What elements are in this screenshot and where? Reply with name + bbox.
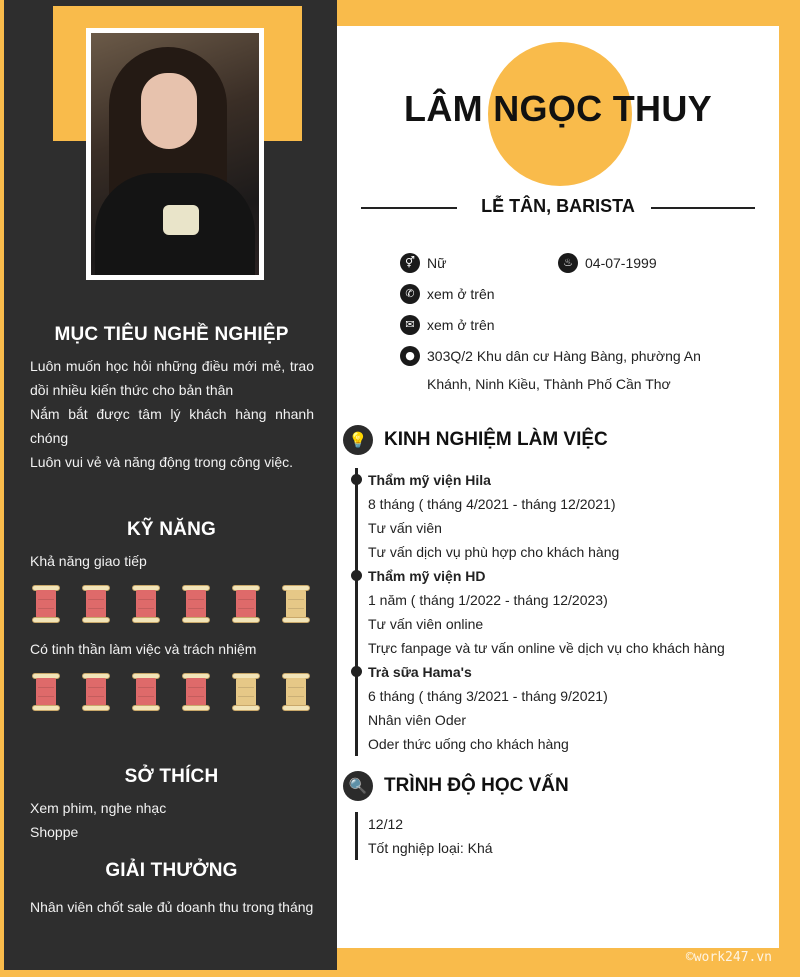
objective-line: Luôn muốn học hỏi những điều mới mẻ, trao dồi nhiều kiến thức cho bản thân [30, 358, 314, 398]
company-name: Thẩm mỹ viện HD [368, 568, 486, 584]
cake-icon: ♨ [558, 253, 578, 273]
hobbies-list [30, 796, 314, 844]
education-level: 12/12 [368, 816, 404, 832]
spool-icon [282, 673, 310, 711]
email-value: xem ở trên [427, 317, 495, 333]
awards-heading: GIẢI THƯỞNG [105, 860, 238, 881]
experience-section-header [343, 425, 608, 455]
address-line: Khánh, Ninh Kiều, Thành Phố Cần Thơ [427, 376, 671, 392]
spool-icon [232, 585, 260, 623]
envelope-icon: ✉ [400, 315, 420, 335]
sidebar [4, 0, 337, 970]
work-period: 8 tháng ( tháng 4/2021 - tháng 12/2021) [368, 496, 616, 512]
objective-line: Luôn vui vẻ và năng động trong công việc. [30, 454, 294, 470]
work-period: 6 tháng ( tháng 3/2021 - tháng 9/2021) [368, 688, 608, 704]
phone-icon: ✆ [400, 284, 420, 304]
spool-icon [182, 673, 210, 711]
info-gender [400, 249, 446, 277]
work-period: 1 năm ( tháng 1/2022 - tháng 12/2023) [368, 592, 608, 608]
birthday-value: 04-07-1999 [585, 255, 657, 271]
candidate-name: LÂM NGỌC THUY [404, 88, 712, 129]
skill-name: Có tinh thần làm việc và trách nhiệm [30, 641, 257, 657]
spool-icon [32, 585, 60, 623]
job-title-row [361, 196, 755, 220]
spool-icon [132, 673, 160, 711]
awards-list [30, 895, 314, 919]
work-position: Nhân viên Oder [368, 712, 467, 728]
experience-item [368, 468, 768, 564]
skill-rating [32, 585, 310, 623]
phone-value: xem ở trên [427, 286, 495, 302]
education-section-header [343, 771, 569, 801]
spool-icon [32, 673, 60, 711]
main-panel [337, 26, 779, 948]
skill-name: Khả năng giao tiếp [30, 553, 147, 569]
info-birthday [558, 249, 657, 277]
spool-icon [82, 673, 110, 711]
experience-heading: KINH NGHIỆM LÀM VIỆC [384, 429, 608, 450]
objective-text [30, 354, 314, 474]
gender-value: Nữ [427, 255, 447, 271]
work-position: Tư vấn viên online [368, 616, 484, 632]
education-result: Tốt nghiệp loại: Khá [368, 840, 493, 856]
company-name: Thẩm mỹ viện Hila [368, 472, 491, 488]
spool-icon [182, 585, 210, 623]
location-pin-icon: ● [400, 346, 420, 366]
profile-photo-frame [86, 28, 264, 280]
address-line: 303Q/2 Khu dân cư Hàng Bàng, phường An [427, 348, 701, 364]
spool-icon [132, 585, 160, 623]
title-divider-right [651, 207, 755, 209]
experience-item [368, 564, 768, 660]
work-description: Oder thức uống cho khách hàng [368, 736, 569, 752]
skill-rating [32, 673, 310, 711]
work-description: Trực fanpage và tư vấn online về dịch vụ cho khách hàng [368, 640, 725, 656]
education-heading: TRÌNH ĐỘ HỌC VẤN [384, 775, 569, 796]
job-title: LỄ TÂN, BARISTA [481, 196, 635, 216]
hobby-item: Shoppe [30, 824, 79, 840]
work-description: Tư vấn dịch vụ phù hợp cho khách hàng [368, 544, 620, 560]
info-address [400, 342, 701, 398]
spool-icon [232, 673, 260, 711]
watermark: ©work247.vn [685, 950, 772, 965]
magnifier-icon: 🔍 [343, 771, 373, 801]
education-timeline [355, 812, 358, 860]
experience-timeline [355, 468, 358, 756]
spool-icon [282, 585, 310, 623]
spool-icon [82, 585, 110, 623]
address-value [427, 342, 701, 398]
profile-photo [91, 33, 259, 275]
info-email [400, 311, 495, 339]
timeline-dot [351, 570, 362, 581]
skills-heading: KỸ NĂNG [126, 519, 216, 540]
company-name: Trà sữa Hama's [368, 664, 472, 680]
timeline-dot [351, 474, 362, 485]
work-position: Tư vấn viên [368, 520, 442, 536]
hobby-item: Xem phim, nghe nhạc [30, 800, 167, 816]
lightbulb-icon: 💡 [343, 425, 373, 455]
gender-icon: ⚥ [400, 253, 420, 273]
objective-heading: MỤC TIÊU NGHỀ NGHIỆP [54, 324, 289, 345]
objective-line: Nắm bắt được tâm lý khách hàng nhanh chóng [30, 406, 314, 446]
info-phone [400, 280, 495, 308]
award-item: Nhân viên chốt sale đủ doanh thu trong tháng [30, 899, 314, 915]
experience-item [368, 660, 768, 756]
education-item [368, 812, 768, 860]
hobbies-heading: SỞ THÍCH [124, 766, 219, 787]
timeline-dot [351, 666, 362, 677]
